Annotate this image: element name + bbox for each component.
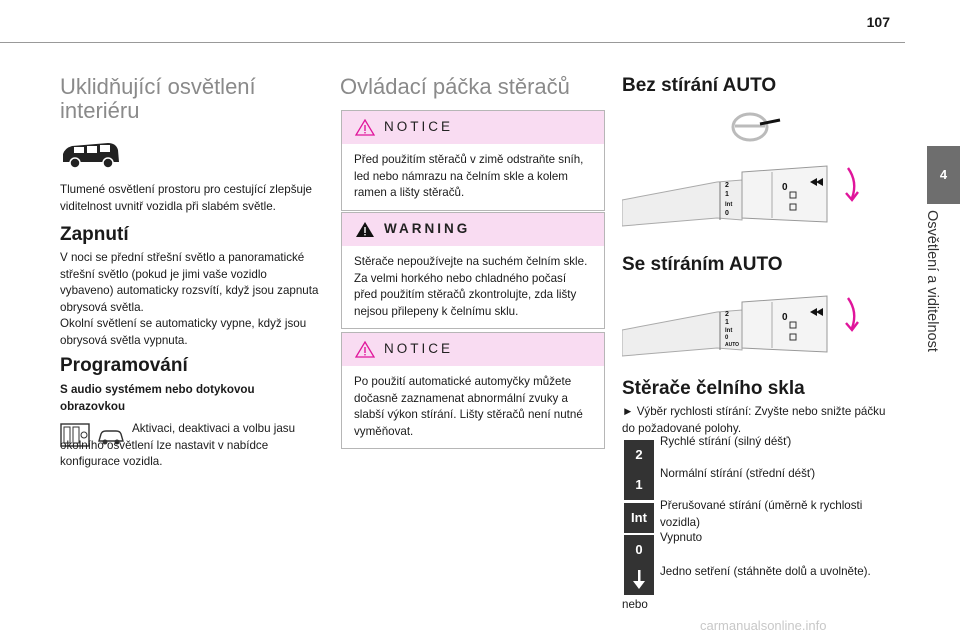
notice-box-2 <box>341 332 605 449</box>
lever2-mark-int: Int <box>725 328 733 334</box>
heading-auto: Se stíráním AUTO <box>622 254 783 275</box>
notice-text-2: Po použití automatické automyčky můžete dočasně zaznamenat abnormální zvuky a slabší výkon stírání. Lišty stěračů není nutné vyměňovat. <box>354 375 583 438</box>
speed-badge-1: 1 <box>624 470 654 500</box>
warning-box <box>341 212 605 329</box>
arrow-down-icon <box>842 296 866 337</box>
on-text: V noci se přední střešní světlo a panoramatické střešní světlo (pokud je jimi vaše vozidlo vybaveno) automaticky rozsvítí, když jsou zapnuta obrysová světla. Okolní světlení se automaticky vypne, když jsou obrysová světla vypnuta. <box>60 251 319 347</box>
wiper-stalk-illustration-2 <box>622 292 832 369</box>
notice-label-2: NOTICE <box>384 341 454 356</box>
watermark: carmanualsonline.info <box>700 618 827 633</box>
heading-no-auto: Bez stírání AUTO <box>622 75 777 96</box>
speed-badge-0: 0 <box>624 535 654 565</box>
lever2-mark-auto: AUTO <box>725 342 740 348</box>
prog-heading: Programování <box>60 355 188 376</box>
header-divider <box>0 42 905 43</box>
lever2-mark-0: 0 <box>725 335 729 341</box>
prog-text: Aktivaci, deaktivaci a volbu jasu okolního osvětlení lze nastavit v nabídce konfigurace vozidla. <box>60 422 296 468</box>
or-text: nebo <box>622 598 648 611</box>
lever-mark-1: 1 <box>725 191 729 198</box>
chapter-label <box>922 210 942 390</box>
lever-mark-2: 2 <box>725 182 729 189</box>
chapter-label-text: Osvětlení a viditelnost <box>924 210 940 352</box>
van-icon <box>60 140 122 175</box>
lever-mark-0: 0 <box>725 210 729 217</box>
warning-icon <box>355 221 375 238</box>
notice-icon <box>355 119 375 136</box>
lever2-mark-1: 1 <box>725 319 729 326</box>
speed-text-2: Rychlé stírání (silný déšť) <box>660 435 792 448</box>
notice-label-1: NOTICE <box>384 119 454 134</box>
speed-text-0: Vypnuto <box>660 531 703 544</box>
lever-mark-rear-0: 0 <box>782 182 788 193</box>
speed-text-single: Jedno setření (stáhněte dolů a uvolněte). <box>660 565 871 578</box>
speed-badge-2: 2 <box>624 440 654 470</box>
wiper-stalk-illustration-1 <box>622 160 832 240</box>
prog-subheading: S audio systémem nebo dotykovou obrazovkou <box>60 383 255 413</box>
warning-label: WARNING <box>384 221 471 236</box>
single-wipe-badge <box>624 565 654 595</box>
notice-text-1: Před použitím stěračů v zimě odstraňte sníh, led nebo námrazu na čelním skle a kolem ramen a lišty stěračů. <box>354 153 584 199</box>
front-intro: ► Výběr rychlosti stírání: Zvyšte nebo snižte páčku do požadované polohy. <box>622 405 886 435</box>
arrow-down-icon <box>842 166 866 207</box>
lever2-mark-rear-0: 0 <box>782 312 788 323</box>
warning-text: Stěrače nepoužívejte na suchém čelním skle. Za velmi horkého nebo chladného počasí před použitím stěračů zkontrolujte, zda lišty nejsou přilepeny k čelnímu sklu. <box>354 255 588 318</box>
col1-title-block <box>60 75 322 123</box>
col1-intro: Tlumené osvětlení prostoru pro cestující zlepšuje viditelnost uvnitř vozidla při slabém světle. <box>60 183 312 213</box>
speed-text-int: Přerušované stírání (úměrně k rychlosti vozidla) <box>660 499 863 529</box>
lever-mark-int: Int <box>725 202 733 208</box>
col1-title: Uklidňující osvětlení interiéru <box>60 74 256 123</box>
page-number: 107 <box>866 14 890 30</box>
speed-badge-int: Int <box>624 503 654 533</box>
notice-box-1 <box>341 110 605 211</box>
steering-wheel-icon <box>730 112 782 147</box>
col2-title: Ovládací páčka stěračů <box>340 74 570 99</box>
lever2-mark-2: 2 <box>725 311 729 318</box>
notice-icon <box>355 341 375 358</box>
heading-front-wipers: Stěrače čelního skla <box>622 378 805 399</box>
speed-text-1: Normální stírání (střední déšť) <box>660 467 816 480</box>
chapter-tab[interactable]: 4 <box>927 146 960 204</box>
on-heading: Zapnutí <box>60 224 129 245</box>
arrow-down-icon <box>632 569 646 591</box>
